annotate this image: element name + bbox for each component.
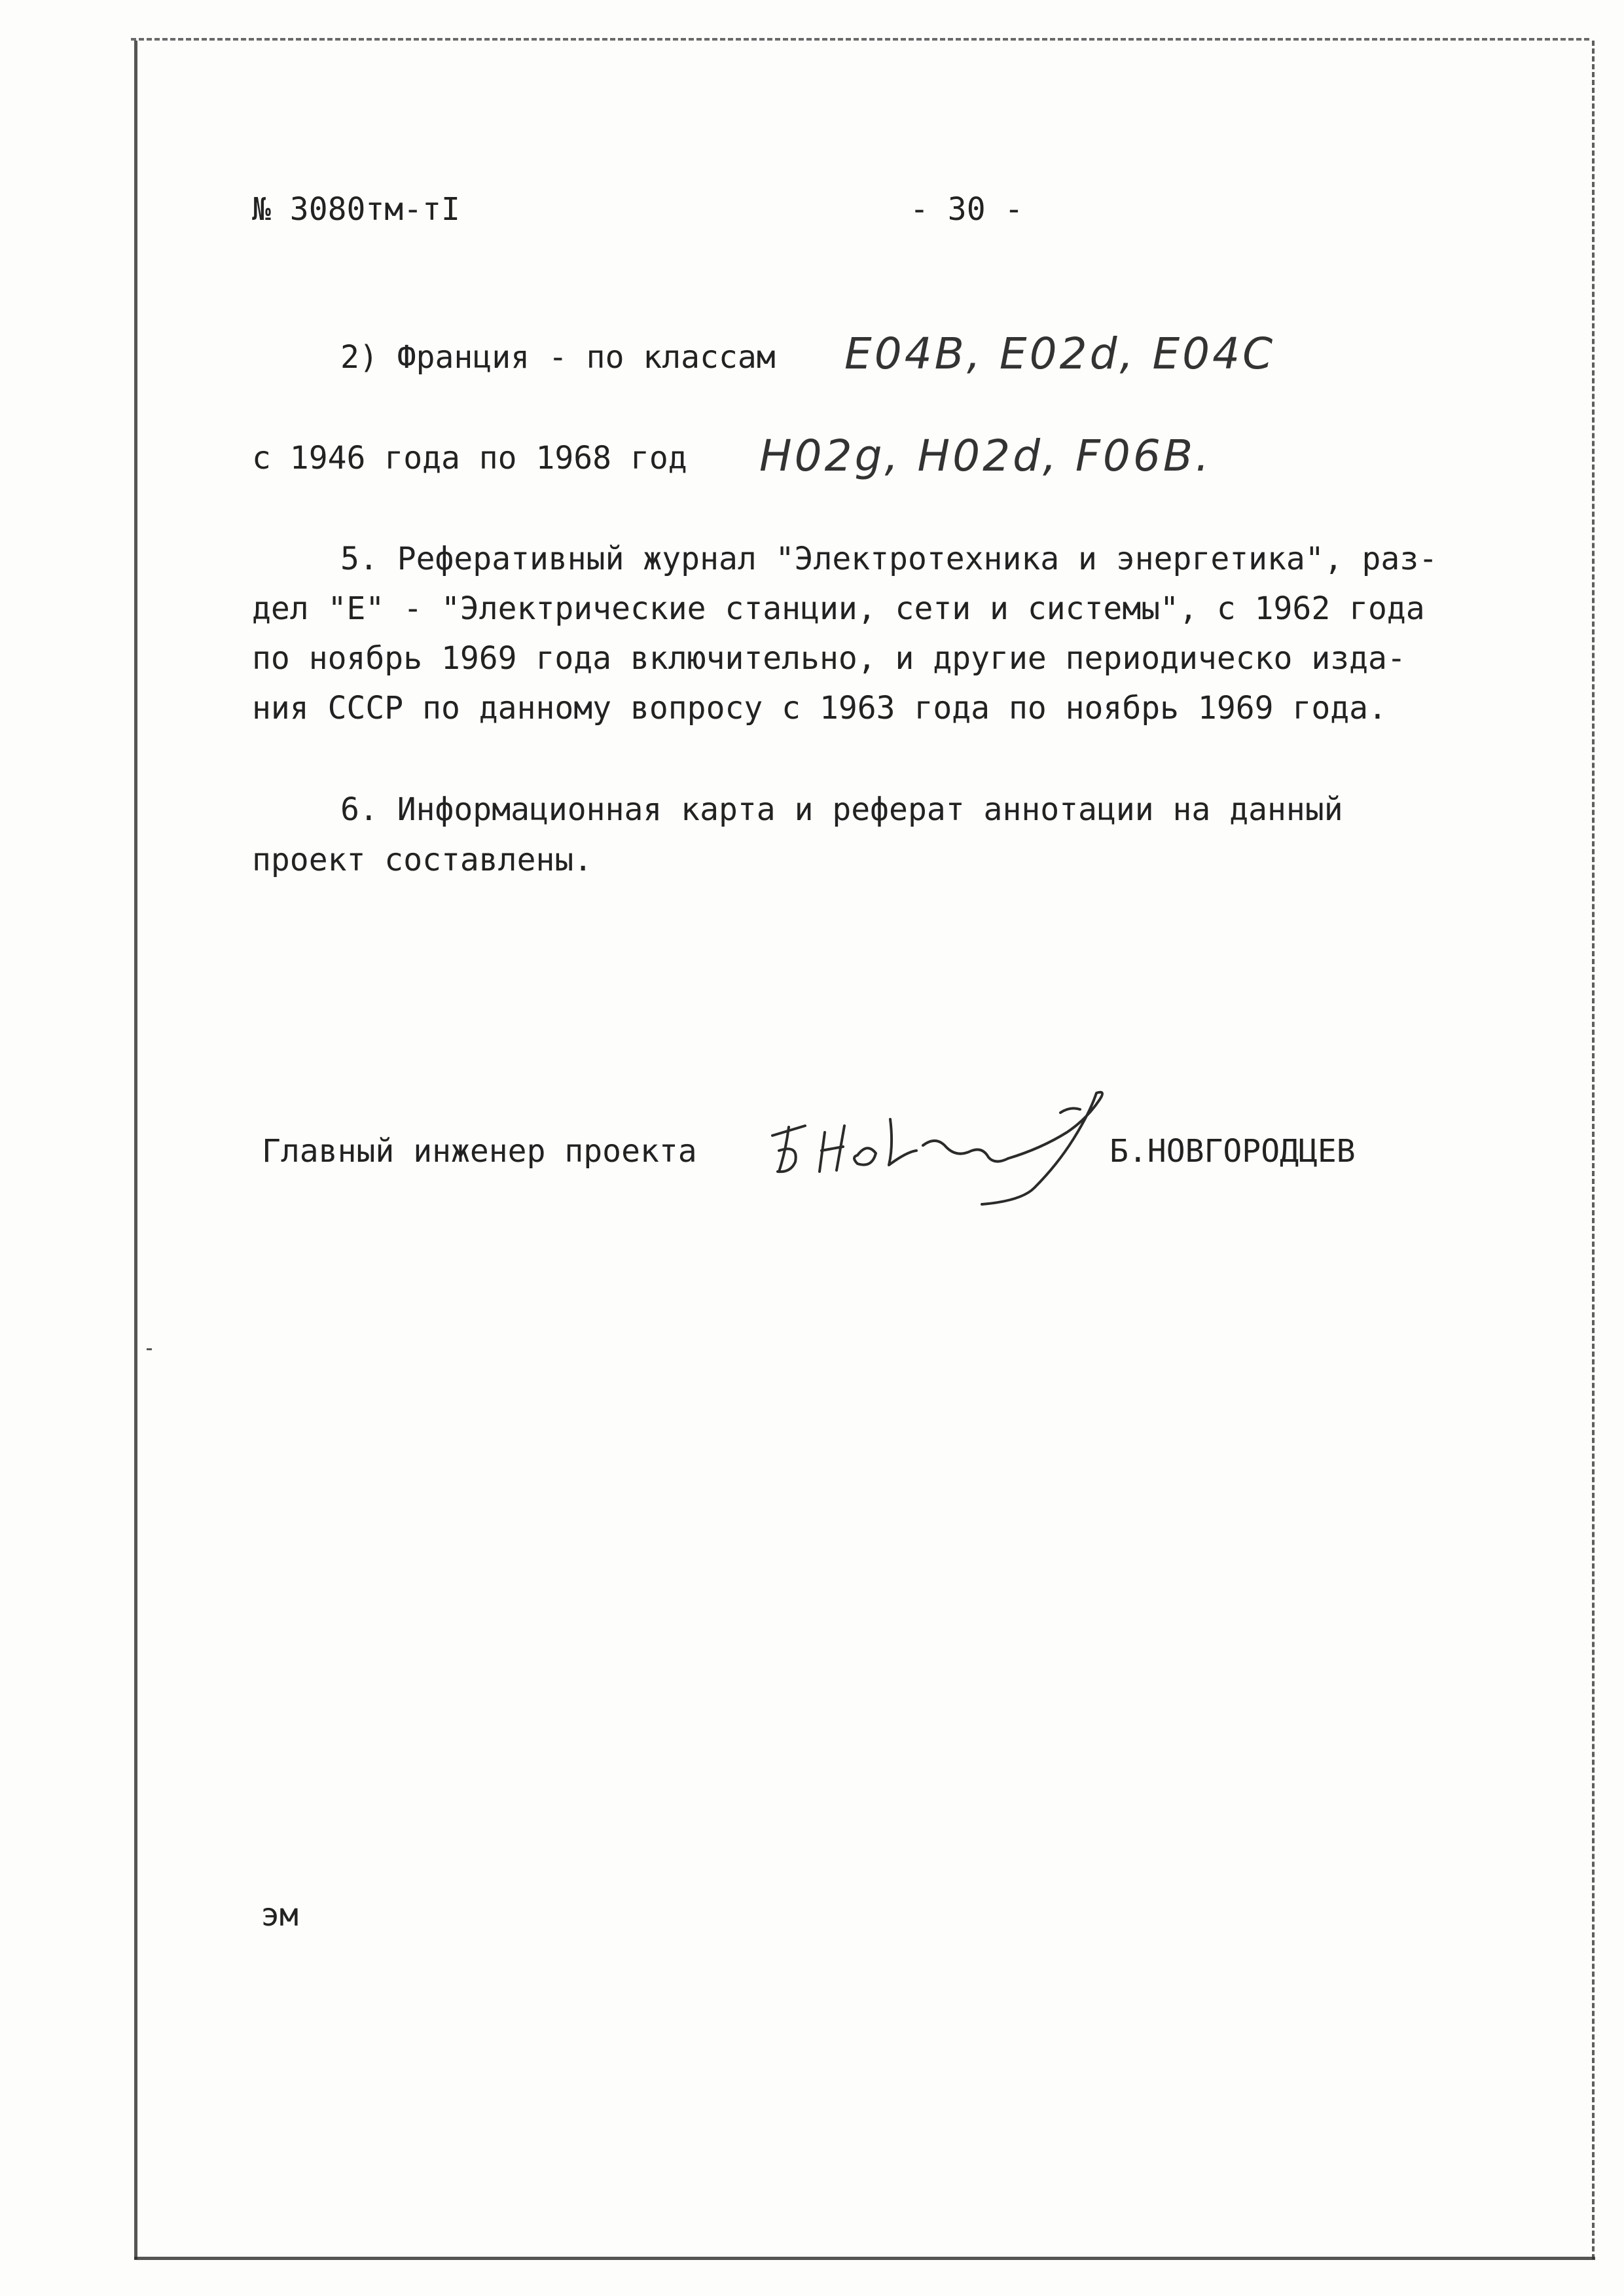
page-frame-left xyxy=(134,41,137,2259)
typist-initials: эм xyxy=(261,1897,298,1933)
signatory-name: Б.НОВГОРОДЦЕВ xyxy=(1110,1133,1356,1170)
paragraph-4-line-1: 2) Франция - по классам xyxy=(340,339,776,376)
paragraph-4-line-2: с 1946 года по 1968 год xyxy=(252,440,687,476)
paragraph-6-line-1: 6. Информационная карта и реферат аннотации на данный xyxy=(340,791,1343,828)
handwritten-signature xyxy=(759,1073,1126,1217)
paragraph-5-line-4: ния СССР по данному вопросу с 1963 года по ноябрь 1969 года. xyxy=(252,690,1387,726)
paragraph-4-classes-handwritten-2: H02g, H02d, F06B. xyxy=(759,431,1212,481)
paragraph-6-line-2: проект составлены. xyxy=(252,842,593,878)
document-number: № 3080тм-тI xyxy=(252,191,460,228)
paragraph-5-line-2: дел "Е" - "Электрические станции, сети и системы", с 1962 года xyxy=(252,590,1425,627)
paragraph-5-line-1: 5. Реферативный журнал "Электротехника и энергетика", раз- xyxy=(340,541,1438,577)
page-frame-top xyxy=(131,38,1589,41)
page-number: - 30 - xyxy=(910,191,1024,228)
signature-title: Главный инженер проекта xyxy=(262,1133,697,1170)
page-frame-right xyxy=(1592,41,1595,2259)
paragraph-5-line-3: по ноябрь 1969 года включительно, и другие периодическо издa- xyxy=(252,640,1406,677)
paragraph-4-classes-handwritten: E04B, E02d, E04C xyxy=(844,329,1276,379)
page-frame-bottom xyxy=(134,2257,1595,2260)
margin-mark xyxy=(147,1348,152,1350)
